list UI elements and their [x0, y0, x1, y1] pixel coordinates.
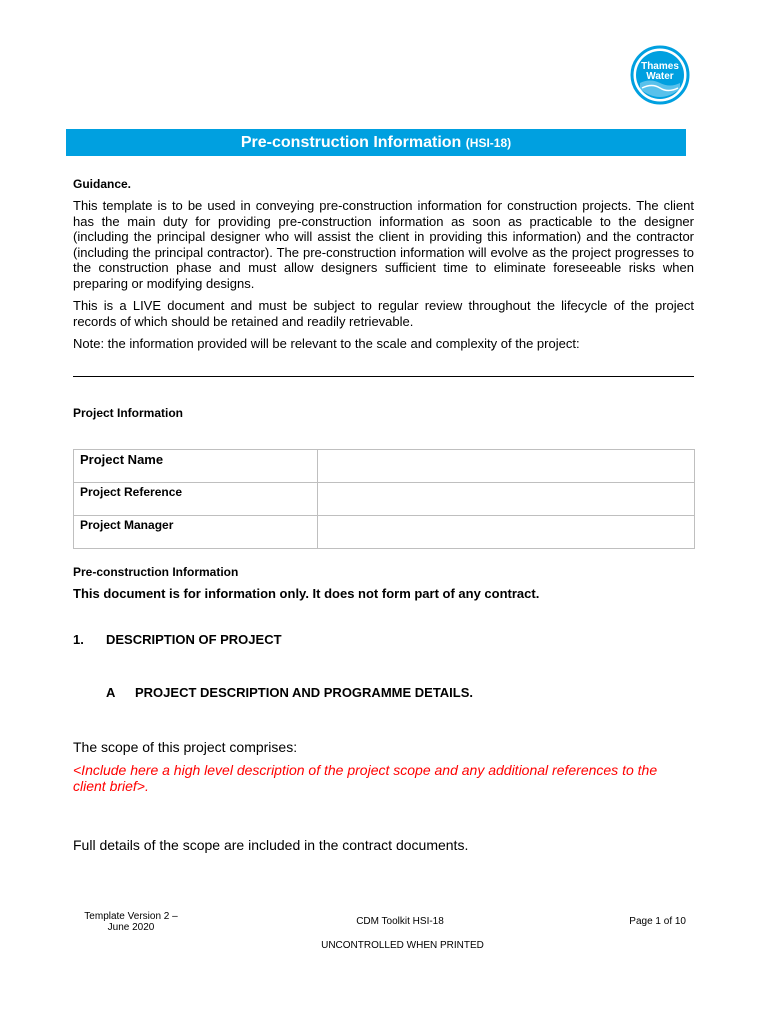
section-a-heading [106, 685, 473, 700]
project-manager-label: Project Manager [74, 516, 318, 549]
project-reference-value[interactable] [318, 483, 695, 516]
logo-text-line1: Thames [641, 61, 679, 72]
scope-intro: The scope of this project comprises: [73, 739, 298, 755]
section-a-title: PROJECT DESCRIPTION AND PROGRAMME DETAILS. [135, 685, 474, 700]
footer-version-line2: June 2020 [107, 922, 155, 933]
pre-construction-heading: Pre-construction Information [73, 565, 239, 579]
guidance-note: Note: the information provided will be relevant to the scale and complexity of the project: [73, 336, 580, 351]
guidance-paragraph-2: This is a LIVE document and must be subject to regular review throughout the lifecycle of the project records of which should be retained and readily retrievable. [73, 298, 694, 329]
project-reference-label: Project Reference [74, 483, 318, 516]
section-1-heading [73, 632, 282, 647]
document-title-bar [66, 129, 686, 156]
guidance-heading: Guidance. [73, 177, 132, 191]
footer-template-version [76, 911, 186, 933]
footer-uncontrolled-notice: UNCONTROLLED WHEN PRINTED [321, 940, 484, 951]
disclaimer-text: This document is for information only. It does not form part of any contract. [73, 586, 540, 601]
table-row [74, 483, 695, 516]
project-name-value[interactable] [318, 450, 695, 483]
guidance-paragraph-1: This template is to be used in conveying pre-construction information for construction projects. The client has the main duty for providing pre-construction information as soon as practicable to the designer (including the principal designer who will assist the client in providing this information) and the contractor (including the principal contractor). The pre-construction information will evolve as the project progresses to the construction phase and must allow designers sufficient time to eliminate foreseeable risks when preparing or modifying designs. [73, 198, 694, 291]
project-name-label: Project Name [74, 450, 318, 483]
document-code: (HSI-18) [465, 136, 512, 150]
section-a-letter: A [106, 685, 116, 700]
footer-version-line1: Template Version 2 – [84, 911, 178, 922]
table-row [74, 516, 695, 549]
thames-water-logo [630, 45, 690, 105]
scope-guidance-text: <Include here a high level description of the project scope and any additional references to the client brief>. [73, 762, 658, 794]
full-details-text: Full details of the scope are included in the contract documents. [73, 837, 469, 853]
document-title: Pre-construction Information [240, 134, 462, 151]
horizontal-rule [73, 376, 694, 377]
footer-page-number: Page 1 of 10 [629, 916, 686, 927]
table-row [74, 450, 695, 483]
project-information-table [73, 449, 695, 549]
section-1-title: DESCRIPTION OF PROJECT [106, 632, 282, 647]
project-manager-value[interactable] [318, 516, 695, 549]
project-information-heading: Project Information [73, 406, 184, 420]
logo-text-line2: Water [646, 71, 674, 82]
footer-toolkit: CDM Toolkit HSI-18 [356, 916, 444, 927]
section-1-number: 1. [73, 632, 84, 647]
